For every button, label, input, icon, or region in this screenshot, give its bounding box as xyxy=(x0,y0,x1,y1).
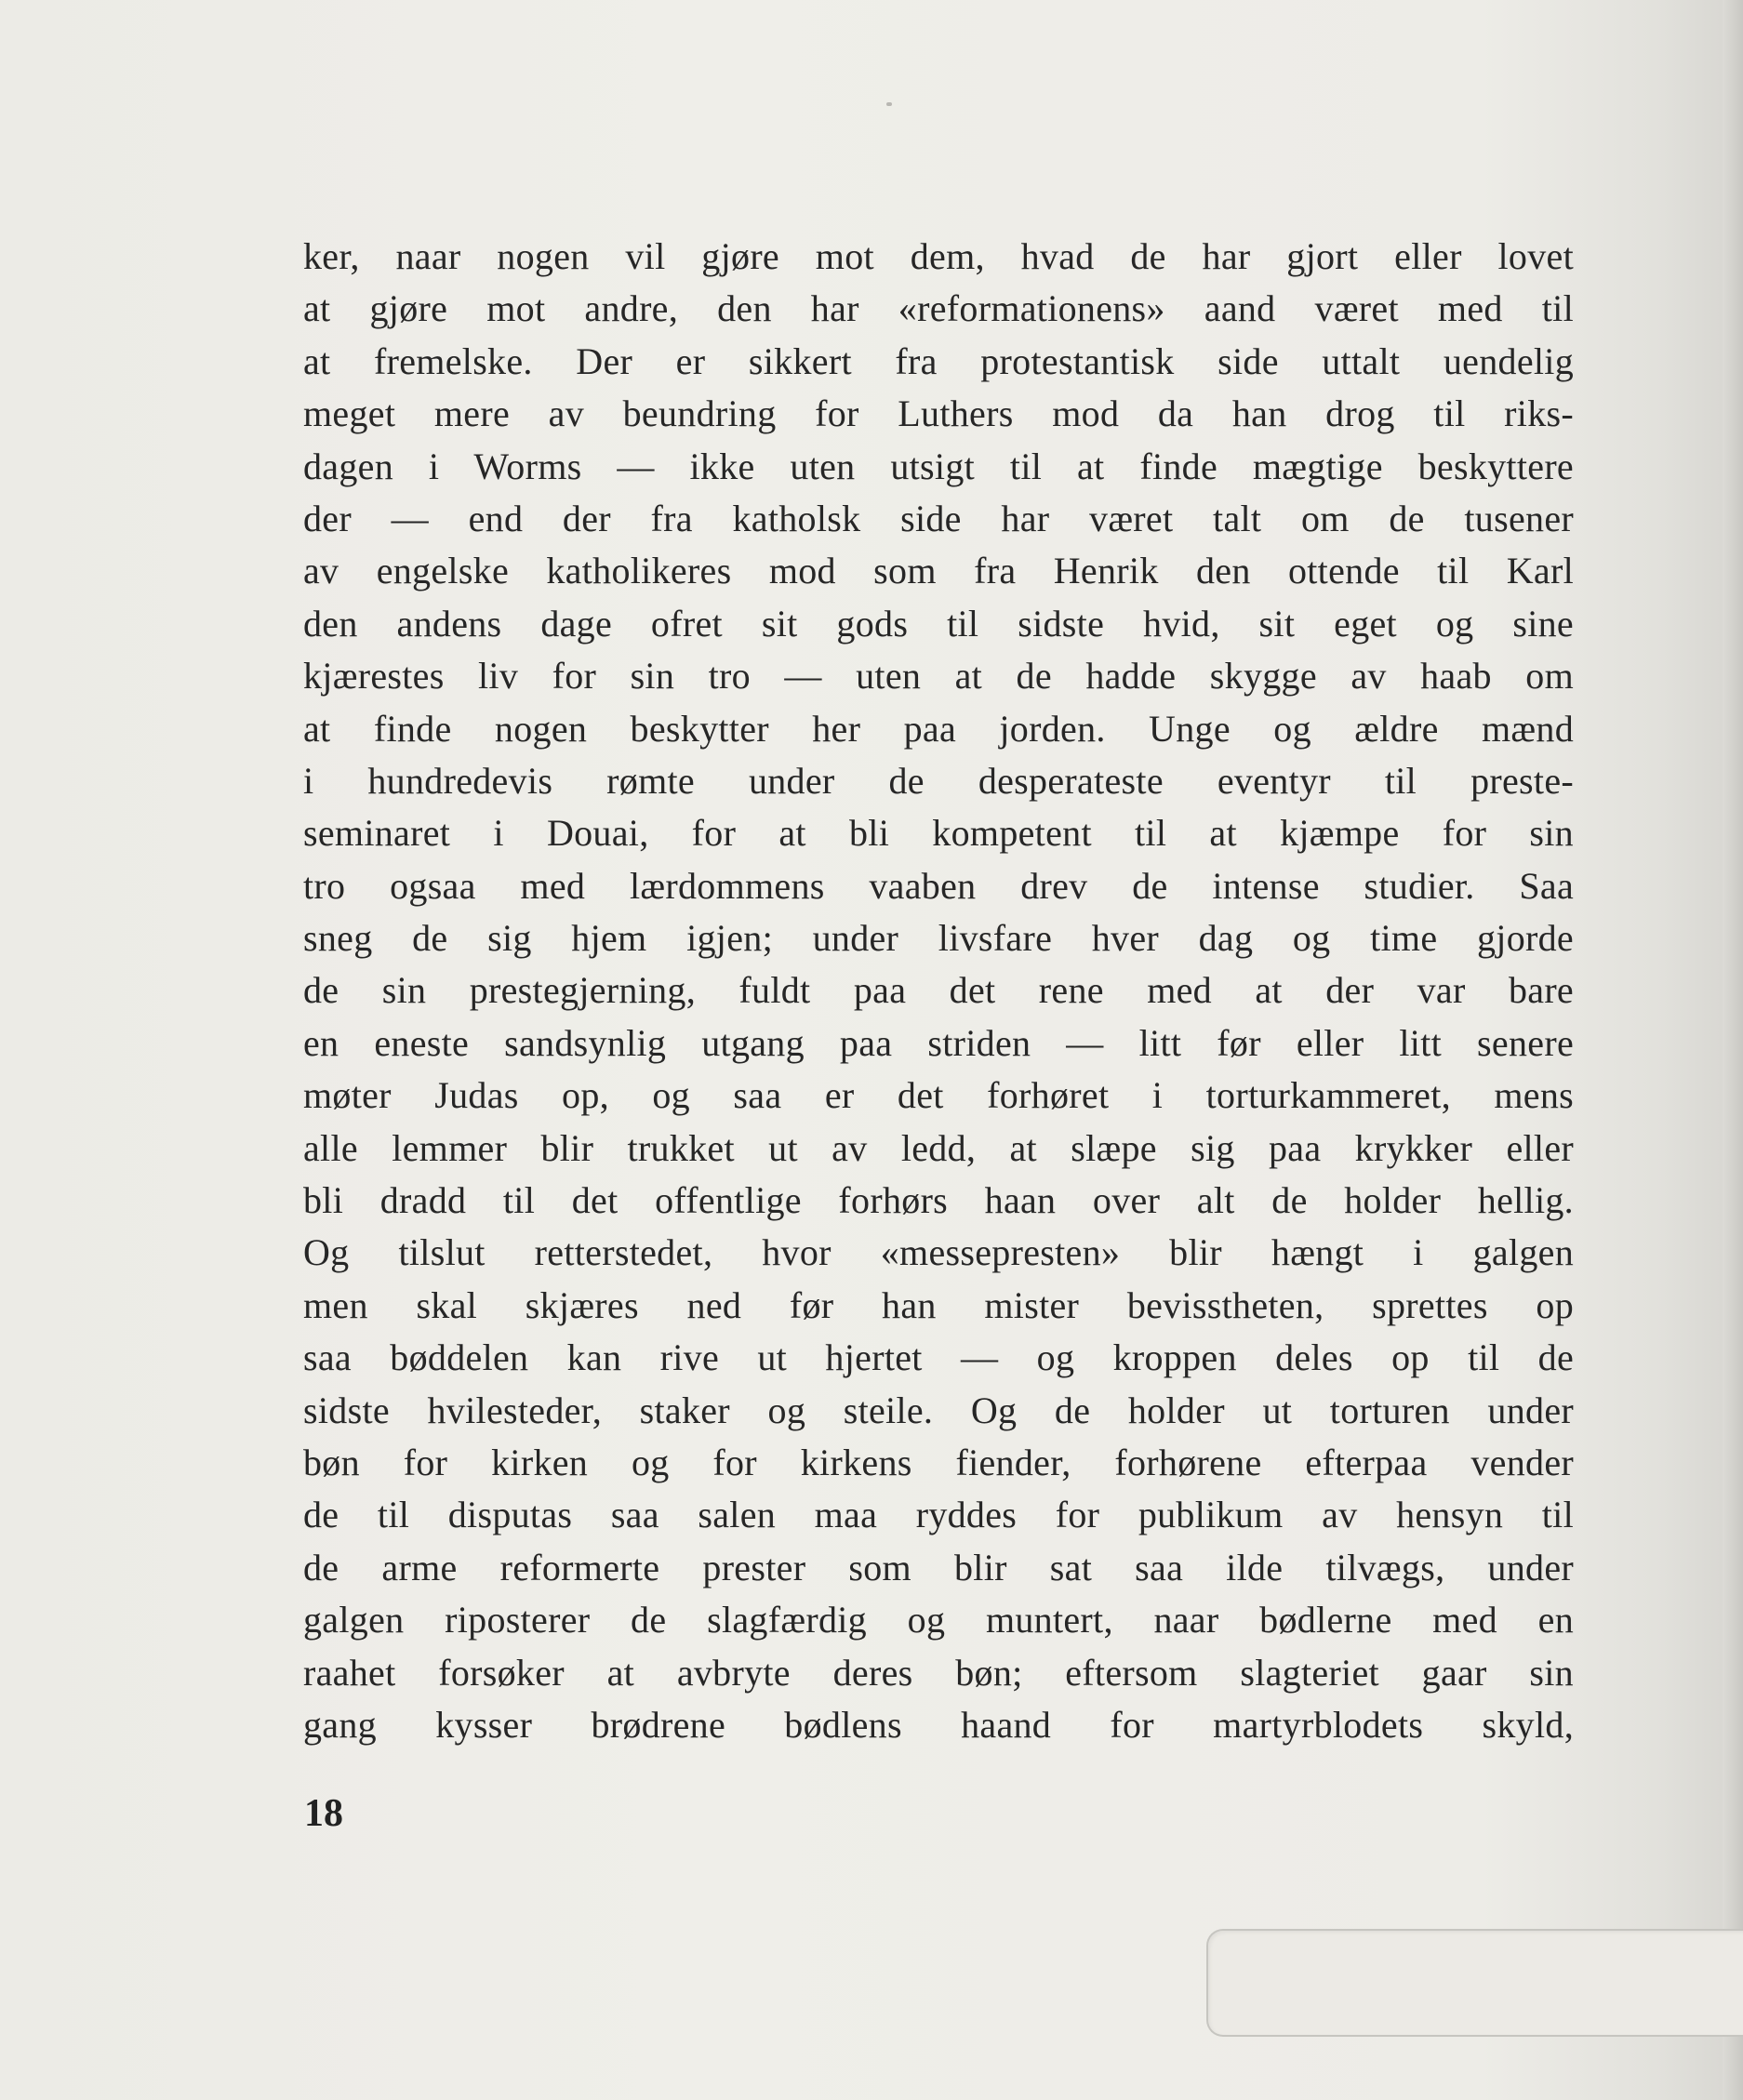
text-line: saa bøddelen kan rive ut hjertet — og kroppen deles op til de xyxy=(303,1336,1574,1379)
text-line: sidste hvilesteder, staker og steile. Og de holder ut torturen under xyxy=(303,1389,1574,1431)
text-line: de sin prestegjerning, fuldt paa det rene med at der var bare xyxy=(303,969,1574,1012)
text-line: kjærestes liv for sin tro — uten at de hadde skygge av haab om xyxy=(303,655,1574,698)
text-line: de til disputas saa salen maa ryddes for publikum av hensyn til xyxy=(303,1494,1574,1536)
text-line: bøn for kirken og for kirkens fiender, forhørene efterpaa vender xyxy=(303,1441,1574,1483)
text-line: tro ogsaa med lærdommens vaaben drev de intense studier. Saa xyxy=(303,864,1574,907)
library-label-sticker xyxy=(1206,1929,1743,2037)
text-line: alle lemmer blir trukket ut av ledd, at slæpe sig paa krykker eller xyxy=(303,1126,1574,1169)
text-line: dagen i Worms — ikke uten utsigt til at finde mægtige beskyttere xyxy=(303,445,1574,487)
text-line: i hundredevis rømte under de desperateste eventyr til preste- xyxy=(303,759,1574,802)
text-line: de arme reformerte prester som blir sat saa ilde tilvægs, under xyxy=(303,1546,1574,1588)
text-line: sneg de sig hjem igjen; under livsfare hver dag og time gjorde xyxy=(303,917,1574,960)
text-line: galgen riposterer de slagfærdig og muntert, naar bødlerne med en xyxy=(303,1599,1574,1641)
text-line: bli dradd til det offentlige forhørs haan over alt de holder hellig. xyxy=(303,1179,1574,1222)
text-line: en eneste sandsynlig utgang paa striden — litt før eller litt senere xyxy=(303,1021,1574,1064)
text-line: raahet forsøker at avbryte deres bøn; eftersom slagteriet gaar sin xyxy=(303,1651,1574,1694)
text-line: av engelske katholikeres mod som fra Henrik den ottende til Karl xyxy=(303,550,1574,592)
page-edge-shadow xyxy=(1723,0,1743,2100)
text-line: gang kysser brødrene bødlens haand for martyrblodets skyld, xyxy=(303,1703,1574,1746)
text-line: den andens dage ofret sit gods til sidste hvid, sit eget og sine xyxy=(303,602,1574,645)
text-line: at fremelske. Der er sikkert fra protestantisk side uttalt uendelig xyxy=(303,339,1574,382)
text-line: at finde nogen beskytter her paa jorden. Unge og ældre mænd xyxy=(303,707,1574,750)
body-text xyxy=(303,231,1574,1751)
text-line: ker, naar nogen vil gjøre mot dem, hvad de har gjort eller lovet xyxy=(303,235,1574,277)
text-line: der — end der fra katholsk side har været talt om de tusener xyxy=(303,497,1574,539)
text-line: men skal skjæres ned før han mister bevisstheten, sprettes op xyxy=(303,1283,1574,1326)
page-number: 18 xyxy=(304,1792,343,1835)
paper-speck xyxy=(886,102,892,106)
text-line: at gjøre mot andre, den har «reformationens» aand været med til xyxy=(303,287,1574,330)
text-line: møter Judas op, og saa er det forhøret i torturkammeret, mens xyxy=(303,1074,1574,1117)
text-line: Og tilslut retterstedet, hvor «messepresten» blir hængt i galgen xyxy=(303,1231,1574,1274)
text-line: seminaret i Douai, for at bli kompetent til at kjæmpe for sin xyxy=(303,812,1574,855)
text-line: meget mere av beundring for Luthers mod da han drog til riks- xyxy=(303,392,1574,435)
